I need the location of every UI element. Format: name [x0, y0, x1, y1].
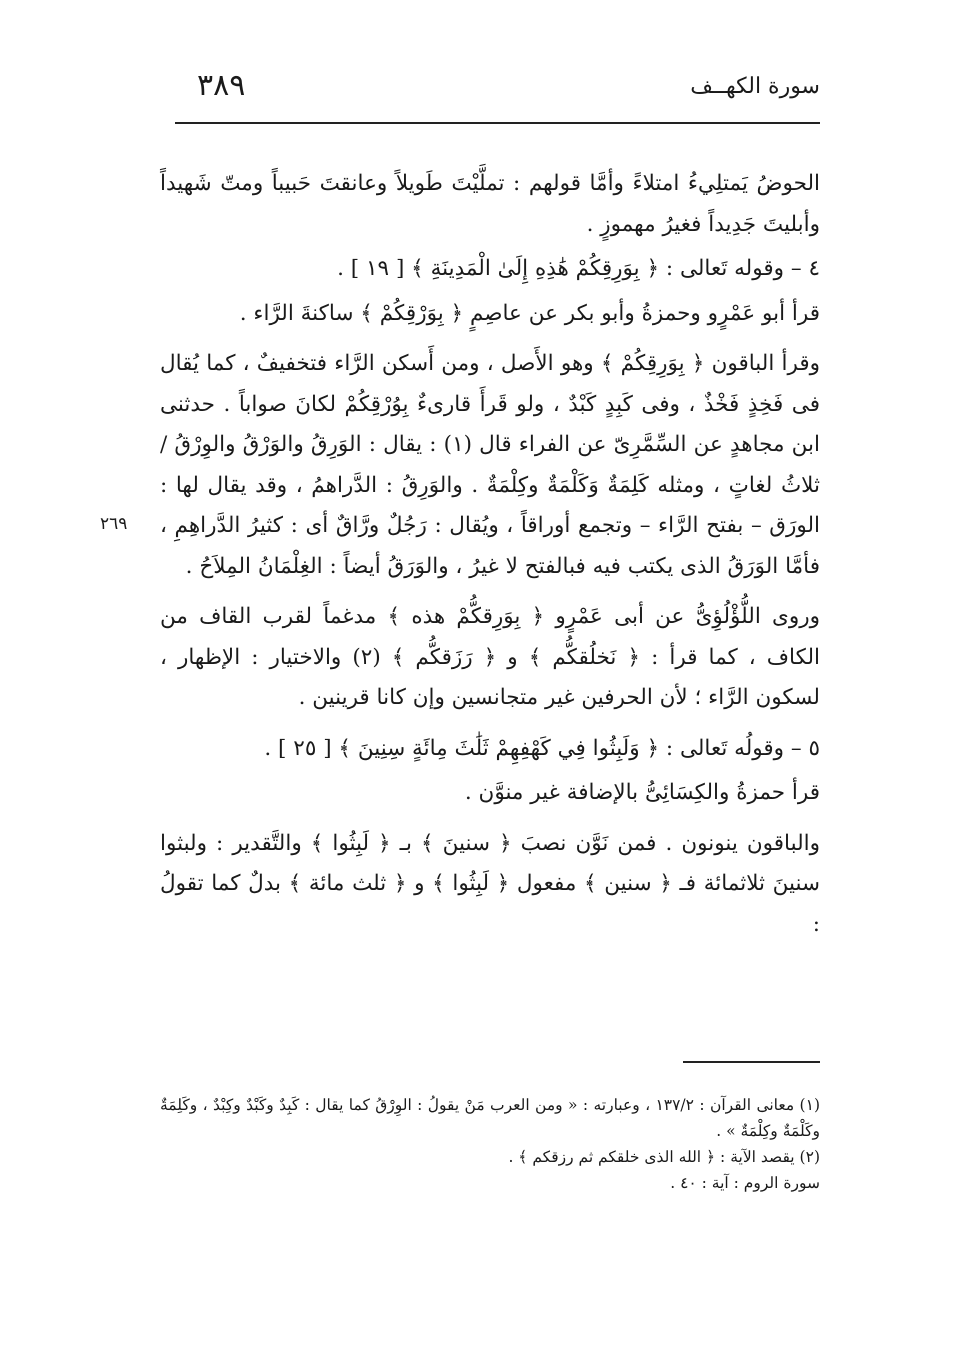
- footnote: (١) معانى القرآن : ١٣٧/٢ ، وعبارته : « ومن العرب مَنْ يقولُ : الوِرْقُ كما يقال : كَبِدٌ وكَبْدٌ وكِبْدٌ ، وكَلِمَةٌ وكَلْمَةٌ وكِلْمَةٌ » .: [160, 1096, 820, 1140]
- paragraph: قرأ أبو عَمْرٍو وحمزةُ وأبو بكر عن عاصِمٍ ﴿ بِوَرْقِكُمْ ﴾ ساكنةَ الرَّاء .: [239, 300, 820, 326]
- paragraph: قرأ حمزةُ والكِسَائِىُّ بالإضافة غير منوَّن .: [464, 780, 820, 805]
- paragraph: والباقون ينونون . فمن نَوَّن نصبَ ﴿ سنينَ ﴾ بـ ﴿ لَبِثُوا ﴾ والتَّقدير : ولبثوا سنينَ ثلاثمائة فـ ﴿ سنين ﴾ مفعول ﴿ لَبِثُوا ﴾ و ﴿ ثلث مائة ﴾ بدلٌ كما تقولُ :: [160, 830, 820, 937]
- footnote: (٢) يقصد الآية : ﴿ الله الذى خلقكم ثم رزقكم ﴾ .: [508, 1148, 820, 1166]
- paragraph: ٥ – وقولُه تَعالى : ﴿ وَلَبِثُوا فِي كَهْفِهِمْ ثَلَٰثَ مِائَةٍ سِنِينَ ﴾ [ ٢٥ ] .: [264, 735, 820, 761]
- footnotes: [160, 1092, 820, 1196]
- chapter-title: سورة الكهــف: [690, 74, 820, 99]
- header-divider: [175, 122, 820, 124]
- page-number: ٣٨٩: [197, 68, 246, 103]
- paragraph: ٤ – وقوله تَعالى : ﴿ بِوَرِقِكُمْ هَٰذِهِ إِلَىٰ الْمَدِينَةِ ﴾ [ ١٩ ] .: [337, 256, 820, 281]
- margin-page-reference: ٢٦٩: [100, 514, 128, 534]
- paragraph: وروى اللُّؤْلُؤِىُّ عن أبى عَمْرٍو ﴿ بِوَرِقكُّمْ هذه ﴾ مدغماً لقرب القاف من الكاف ، كما قرأ : ﴿ نَخلُقكُّم ﴾ و ﴿ رَزَقكُّم ﴾ (٢) والاختيار : الإظهار ، لسكون الرَّاء ؛ لأن الحرفين غير متجانسين وإن كانا قرينين .: [160, 604, 820, 710]
- footnote-divider: [683, 1061, 820, 1063]
- paragraph: وقرأ الباقون ﴿ بِوَرِقِكُمْ ﴾ وهو الأَصل ، ومن أَسكن الرَّاء فتخفيفٌ ، كما يُقال فى فَخِذٍ فَخْذٌ ، وفى كَبِدٍ كَبْدٌ ، ولو قَرأَ قارىءٌ بِوُرْقِكُمْ لكانَ صواباً . حدثنى ابن مجاهدٍ عن السِّمَّرِىّ عن الفراء قال (١) : يقال : الوَرِقُ والوَرْقُ والوِرْقُ / ثلاثُ لغاتٍ ، ومثله كَلِمَةٌ وَكَلْمَةٌ وكِلْمَةٌ . والوَرِقُ : الدَّراهمُ ، وقد يقال لها : الورَق – بفتح الرَّاء – وتجمع أوراقاً ، ويُقال : رَجُلٌ ورَّاقٌ أى : كثيرُ الدَّراهِمِ ، فأمَّا الوَرَقُ الذى يكتب فيه فبالفتح لا غيرُ ، والوَرَقُ أيضاً : الغِلْمَانُ المِلاَحُ .: [160, 351, 820, 579]
- footnote: سورة الروم : آية : ٤٠ .: [670, 1174, 820, 1192]
- running-head: [175, 68, 820, 112]
- body-text: [160, 164, 820, 955]
- paragraph: الحوضُ يَمتلِيءُ امتلاءً وأمَّا قولهم : تملَّيْتَ طَويلاً وعانقتَ حَبيباً ومتّ شَهيداً وأبليتَ جَدِيداً فغيرُ مهموزٍ .: [160, 171, 820, 237]
